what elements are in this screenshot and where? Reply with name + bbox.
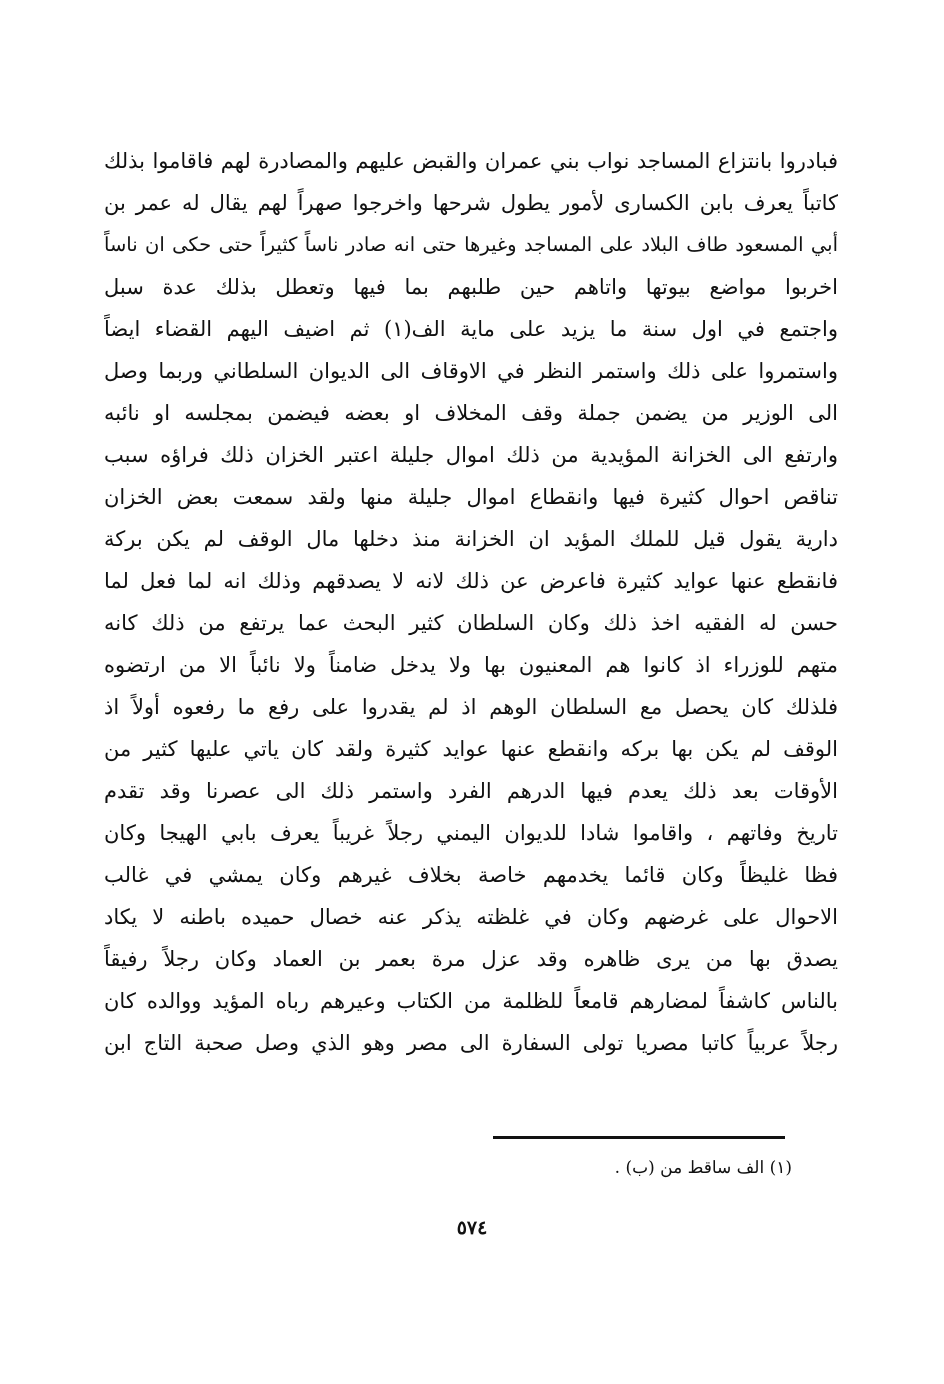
text-line: الوقف لم يكن بها بركه وانقطع عنها عوايد كثيرة ولقد كان ياتي عليها كثير من: [104, 737, 838, 761]
text-line: تناقص احوال كثيرة فيها وانقطاع اموال جليلة منها ولقد سمعت بعض الخزان: [104, 485, 838, 509]
text-line: فلذلك كان يحصل مع السلطان الوهم اذ لم يقدروا على رفع ما رفعوه أولاً اذ: [104, 695, 838, 719]
text-line: فانقطع عنها عوايد كثيرة فاعرض عن ذلك لانه لا يصدقهم وذلك انه لما فعل لما: [104, 569, 838, 593]
text-line: بالناس كاشفاً لمضارهم قامعاً للظلمة من الكتاب وعيرهم رباه المؤيد ووالده كان: [104, 989, 838, 1013]
text-line: تاريخ وفاتهم ، واقاموا شادا للديوان اليمني رجلاً غريباً يعرف بابي الهيجا وكان: [104, 821, 838, 845]
text-line: الى الوزير من يضمن جملة وقف المخلاف او بعضه فيضمن بمجلسه او نائبه: [104, 401, 838, 425]
main-text-block: [104, 140, 838, 1064]
text-line: واستمروا على ذلك واستمر النظر في الاوقاف الى الديوان السلطاني وربما وصل: [104, 359, 838, 383]
text-line: يصدق بها من يرى ظاهره وقد عزل مرة بعمر بن العماد وكان رجلاً رفيقاً: [104, 947, 838, 971]
text-line: كاتباً يعرف بابن الكسارى لأمور يطول شرحها واخرجوا صهراً لهم يقال له عمر بن: [104, 191, 838, 215]
text-line: فظا غليظاً وكان قائما يخدمهم خاصة بخلاف غيرهم وكان يمشي في غالب: [104, 863, 838, 887]
text-line: رجلاً عربياً كاتبا مصريا تولى السفارة الى مصر وهو الذي وصل صحبة التاج ابن: [104, 1031, 838, 1055]
footnote: (١) الف ساقط من (ب) .: [614, 1158, 792, 1178]
text-line: اخربوا مواضع بيوتها واتاهم حين طلبهم بما فيها وتعطل بذلك عدة سبل: [104, 275, 838, 299]
text-line: متهم للوزراء اذ كانوا هم المعنيون بها ولا يدخل ضامناً ولا نائباً الا من ارتضوه: [104, 653, 838, 677]
text-line: الاحوال على غرضهم وكان في غلظته يذكر عنه خصال حميده باطنه لا يكاد: [104, 905, 838, 929]
text-line: دارية يقول قيل للملك المؤيد ان الخزانة منذ دخلها مال الوقف لم يكن بركة: [104, 527, 838, 551]
text-line: الأوقات بعد ذلك يعدم فيها الدرهم الفرد واستمر ذلك الى عصرنا وقد تقدم: [104, 779, 838, 803]
text-line: واجتمع في اول سنة ما يزيد على ماية الف(١) ثم اضيف اليهم القضاء ايضاً: [104, 317, 838, 341]
text-line: وارتفع الى الخزانة المؤيدية من ذلك اموال جليلة اعتبر الخزان ذلك فراؤه سبب: [104, 443, 838, 467]
text-line: أبي المسعود طاف البلاد على المساجد وغيرها حتى انه صادر ناساً كثيراً حتى حكى ان ناساً: [104, 233, 838, 256]
text-line: فبادروا بانتزاع المساجد نواب بني عمران والقبض عليهم والمصادرة لهم فاقاموا بذلك: [104, 149, 838, 173]
page-number: ٥٧٤: [456, 1217, 488, 1239]
text-line: حسن له الفقيه اخذ ذلك وكان السلطان كثير البحث عما يرتفع من ذلك كانه: [104, 611, 838, 635]
footnote-separator: [493, 1136, 785, 1139]
